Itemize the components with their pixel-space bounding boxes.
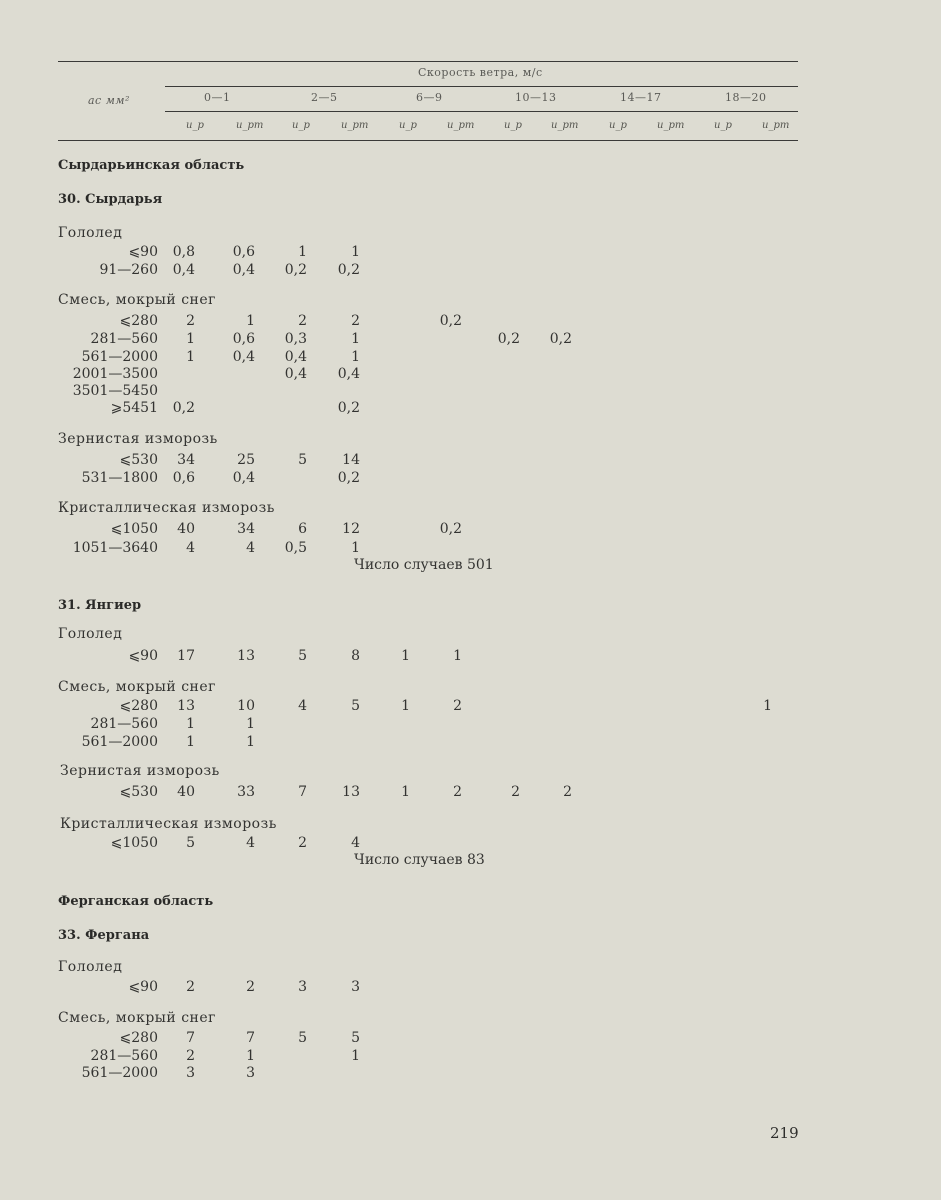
table-cell: 5 [186, 835, 195, 851]
table-cell: 7 [298, 784, 307, 800]
subcol-header: u_р [292, 120, 310, 131]
row-label: ⩽90 [128, 979, 158, 995]
wind-range-18-20: 18—20 [725, 91, 767, 104]
cases-count: Число случаев 83 [354, 852, 485, 868]
row-label: 281—560 [90, 716, 158, 732]
table-row [0, 648, 941, 665]
station-title: 31. Янгиер [58, 598, 142, 613]
table-cell: 13 [237, 648, 255, 664]
table-cell: 3 [186, 1065, 195, 1081]
table-row [0, 784, 941, 801]
wind-range-0-1: 0—1 [204, 91, 231, 104]
table-cell: 5 [298, 1030, 307, 1046]
table-cell: 0,2 [172, 400, 195, 416]
header-sub-rule [165, 111, 798, 112]
table-row [0, 400, 941, 417]
table-cell: 13 [177, 698, 195, 714]
row-label: 2001—3500 [72, 366, 158, 382]
table-cell: 0,2 [337, 262, 360, 278]
table-cell: 33 [237, 784, 255, 800]
subcol-header: u_р [609, 120, 627, 131]
row-label: ⩽90 [128, 244, 158, 260]
wind-range-14-17: 14—17 [620, 91, 662, 104]
table-cell: 0,5 [284, 540, 307, 556]
table-row [0, 540, 941, 557]
category-title: Зернистая изморозь [58, 431, 218, 447]
subcol-header: u_рm [341, 120, 369, 131]
table-cell: 3 [351, 979, 360, 995]
table-cell: 0,2 [497, 331, 520, 347]
table-cell: 2 [246, 979, 255, 995]
table-cell: 25 [237, 452, 255, 468]
table-cell: 40 [177, 784, 195, 800]
table-cell: 1 [246, 313, 255, 329]
table-cell: 1 [351, 1048, 360, 1064]
table-cell: 5 [298, 648, 307, 664]
page-number: 219 [770, 1124, 799, 1142]
header-mid-rule [165, 86, 798, 87]
table-cell: 3 [246, 1065, 255, 1081]
table-cell: 7 [246, 1030, 255, 1046]
table-cell: 0,6 [172, 470, 195, 486]
table-cell: 1 [351, 349, 360, 365]
table-row [0, 452, 941, 469]
category-title: Зернистая изморозь [60, 763, 220, 779]
row-label: ⩽1050 [110, 521, 158, 537]
table-row [0, 979, 941, 996]
table-cell: 5 [298, 452, 307, 468]
table-cell: 0,4 [232, 470, 255, 486]
row-label: 561—2000 [81, 349, 158, 365]
table-cell: 0,2 [439, 313, 462, 329]
row-label: ⩽1050 [110, 835, 158, 851]
table-cell: 0,4 [284, 349, 307, 365]
row-label: ⩽280 [119, 313, 158, 329]
table-cell: 0,4 [337, 366, 360, 382]
cases-count: Число случаев 501 [354, 557, 494, 573]
table-row [0, 716, 941, 733]
row-label: ⩽280 [119, 1030, 158, 1046]
subcol-header: u_р [714, 120, 732, 131]
category-title: Смесь, мокрый снег [58, 292, 216, 308]
region-title: Сырдарьинская область [58, 158, 245, 173]
table-cell: 1 [763, 698, 772, 714]
station-title: 33. Фергана [58, 928, 150, 943]
table-cell: 1 [401, 784, 410, 800]
table-cell: 5 [351, 1030, 360, 1046]
table-cell: 0,4 [172, 262, 195, 278]
table-cell: 2 [351, 313, 360, 329]
table-cell: 0,4 [232, 349, 255, 365]
table-cell: 2 [186, 1048, 195, 1064]
table-cell: 1 [246, 716, 255, 732]
header-bottom-rule [58, 140, 798, 141]
table-cell: 4 [298, 698, 307, 714]
category-title: Гололед [58, 626, 123, 642]
wind-range-6-9: 6—9 [416, 91, 443, 104]
table-cell: 12 [342, 521, 360, 537]
table-row [0, 521, 941, 538]
table-cell: 2 [511, 784, 520, 800]
region-title: Ферганская область [58, 894, 214, 909]
table-cell: 0,3 [284, 331, 307, 347]
table-cell: 7 [186, 1030, 195, 1046]
table-cell: 13 [342, 784, 360, 800]
station-title: 30. Сырдарья [58, 192, 163, 207]
category-title: Гололед [58, 225, 123, 241]
table-cell: 0,2 [439, 521, 462, 537]
table-cell: 1 [298, 244, 307, 260]
table-cell: 4 [246, 540, 255, 556]
table-cell: 0,2 [337, 400, 360, 416]
category-title: Кристаллическая изморозь [58, 500, 275, 516]
category-title: Кристаллическая изморозь [60, 816, 277, 832]
table-cell: 1 [351, 540, 360, 556]
table-cell: 1 [186, 331, 195, 347]
table-cell: 34 [237, 521, 255, 537]
row-label: 531—1800 [81, 470, 158, 486]
row-label: 91—260 [99, 262, 158, 278]
table-row [0, 383, 941, 400]
table-row [0, 698, 941, 715]
table-cell: 4 [186, 540, 195, 556]
table-cell: 2 [186, 979, 195, 995]
table-cell: 6 [298, 521, 307, 537]
table-row [0, 366, 941, 383]
row-label: 3501—5450 [72, 383, 158, 399]
table-row [0, 734, 941, 751]
table-cell: 0,6 [232, 244, 255, 260]
table-row [0, 331, 941, 348]
row-label: 281—560 [90, 331, 158, 347]
wind-speed-title: Скорость ветра, м/с [418, 66, 543, 79]
subcol-header: u_р [504, 120, 522, 131]
table-cell: 5 [351, 698, 360, 714]
table-cell: 1 [186, 734, 195, 750]
table-cell: 2 [453, 784, 462, 800]
subcol-header: u_рm [551, 120, 579, 131]
table-cell: 0,8 [172, 244, 195, 260]
row-label: 281—560 [90, 1048, 158, 1064]
table-row [0, 835, 941, 852]
subcol-header: u_р [399, 120, 417, 131]
table-row [0, 349, 941, 366]
table-cell: 10 [237, 698, 255, 714]
table-cell: 1 [351, 244, 360, 260]
table-cell: 1 [246, 734, 255, 750]
table-cell: 2 [563, 784, 572, 800]
table-row [0, 470, 941, 487]
table-cell: 0,4 [232, 262, 255, 278]
table-cell: 34 [177, 452, 195, 468]
table-cell: 3 [298, 979, 307, 995]
table-cell: 17 [177, 648, 195, 664]
table-cell: 14 [342, 452, 360, 468]
subcol-header: u_рm [762, 120, 790, 131]
table-row [0, 313, 941, 330]
table-row [0, 1030, 941, 1047]
table-cell: 0,2 [337, 470, 360, 486]
subcol-header: u_рm [657, 120, 685, 131]
table-cell: 0,6 [232, 331, 255, 347]
subcol-header: u_рm [236, 120, 264, 131]
table-cell: 1 [186, 716, 195, 732]
category-title: Смесь, мокрый снег [58, 1010, 216, 1026]
row-label-header: ас мм² [88, 94, 130, 107]
table-cell: 8 [351, 648, 360, 664]
table-cell: 1 [453, 648, 462, 664]
subcol-header: u_р [186, 120, 204, 131]
row-label: ⩽280 [119, 698, 158, 714]
table-row [0, 262, 941, 279]
category-title: Гололед [58, 959, 123, 975]
row-label: 1051—3640 [72, 540, 158, 556]
table-row [0, 1065, 941, 1082]
table-cell: 1 [351, 331, 360, 347]
header-top-rule [58, 61, 798, 62]
category-title: Смесь, мокрый снег [58, 679, 216, 695]
table-cell: 2 [298, 313, 307, 329]
table-cell: 0,2 [284, 262, 307, 278]
table-row [0, 1048, 941, 1065]
row-label: ⩽530 [119, 784, 158, 800]
row-label: ⩽90 [128, 648, 158, 664]
table-cell: 1 [401, 698, 410, 714]
table-cell: 2 [453, 698, 462, 714]
wind-range-10-13: 10—13 [515, 91, 557, 104]
row-label: 561—2000 [81, 1065, 158, 1081]
table-cell: 4 [246, 835, 255, 851]
table-cell: 40 [177, 521, 195, 537]
row-label: ⩽530 [119, 452, 158, 468]
table-row [0, 244, 941, 261]
row-label: 561—2000 [81, 734, 158, 750]
table-cell: 1 [246, 1048, 255, 1064]
wind-range-2-5: 2—5 [311, 91, 338, 104]
table-cell: 1 [186, 349, 195, 365]
table-cell: 1 [401, 648, 410, 664]
table-cell: 0,2 [549, 331, 572, 347]
row-label: ⩾5451 [110, 400, 158, 416]
subcol-header: u_рm [447, 120, 475, 131]
table-cell: 4 [351, 835, 360, 851]
table-cell: 2 [186, 313, 195, 329]
table-cell: 0,4 [284, 366, 307, 382]
table-cell: 2 [298, 835, 307, 851]
